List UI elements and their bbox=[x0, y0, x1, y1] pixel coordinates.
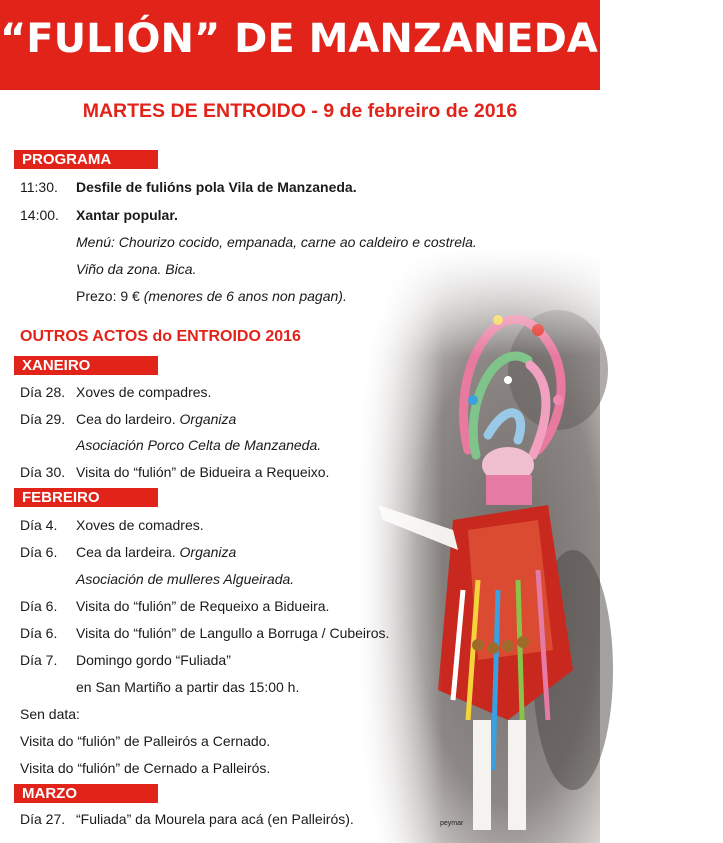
event-day: Día 4. bbox=[20, 517, 58, 533]
program-text: Xantar popular. bbox=[76, 207, 178, 223]
event-day: Día 27. bbox=[20, 811, 66, 827]
event-continuation: Asociación de mulleres Algueirada. bbox=[76, 571, 295, 587]
poster-title: “FULIÓN” DE MANZANEDA 2016 bbox=[0, 16, 723, 62]
event-text: “Fuliada” da Mourela para acá (en Palleirós). bbox=[76, 811, 354, 827]
xaneiro-bar: XANEIRO bbox=[14, 356, 158, 375]
price-label: Prezo: 9 € bbox=[76, 288, 144, 304]
event-text-organiza: Organiza bbox=[179, 544, 237, 560]
event-text bbox=[76, 410, 236, 428]
event-day: Día 6. bbox=[20, 598, 58, 614]
program-item bbox=[20, 178, 357, 196]
event-day: Día 7. bbox=[20, 652, 58, 668]
event-row bbox=[20, 383, 212, 401]
programa-bar: PROGRAMA bbox=[14, 150, 158, 169]
event-continuation: en San Martiño a partir das 15:00 h. bbox=[76, 679, 300, 695]
event-row bbox=[20, 597, 330, 615]
undated-visit: Visita do “fulión” de Cernado a Palleirós. bbox=[20, 760, 271, 776]
event-text: Domingo gordo “Fuliada” bbox=[76, 652, 231, 668]
poster-subtitle: MARTES DE ENTROIDO - 9 de febreiro de 2016 bbox=[82, 100, 518, 122]
event-day: Día 28. bbox=[20, 384, 66, 400]
event-row bbox=[20, 624, 390, 642]
event-text-organiza: Organiza bbox=[179, 411, 237, 427]
event-text-main: Cea da lardeira. bbox=[76, 544, 180, 560]
menu-line: Viño da zona. Bica. bbox=[76, 261, 197, 277]
event-text: Visita do “fulión” de Langullo a Borruga / Cubeiros. bbox=[76, 625, 390, 641]
sen-data-label: Sen data: bbox=[20, 706, 80, 722]
event-day: Día 6. bbox=[20, 625, 58, 641]
event-continuation: Asociación Porco Celta de Manzaneda. bbox=[76, 437, 322, 453]
program-text: Desfile de fulións pola Vila de Manzaneda. bbox=[76, 179, 357, 195]
outros-title: OUTROS ACTOS do ENTROIDO 2016 bbox=[20, 328, 301, 345]
title-banner bbox=[0, 0, 723, 90]
event-row bbox=[20, 651, 231, 669]
event-row bbox=[20, 410, 237, 428]
event-text-main: Cea do lardeiro. bbox=[76, 411, 180, 427]
event-day: Día 30. bbox=[20, 464, 66, 480]
event-row bbox=[20, 810, 354, 828]
price-note: (menores de 6 anos non pagan). bbox=[143, 288, 347, 304]
event-text: Visita do “fulión” de Requeixo a Bidueira. bbox=[76, 598, 330, 614]
fulion-photo bbox=[358, 250, 600, 843]
program-time: 14:00. bbox=[20, 207, 59, 223]
event-day: Día 6. bbox=[20, 544, 58, 560]
price-line bbox=[76, 287, 347, 305]
marzo-bar: MARZO bbox=[14, 784, 158, 803]
program-time: 11:30. bbox=[20, 179, 58, 195]
event-row bbox=[20, 463, 330, 481]
event-text: Visita do “fulión” de Bidueira a Requeixo. bbox=[76, 464, 330, 480]
menu-line: Menú: Chourizo cocido, empanada, carne ao caldeiro e costrela. bbox=[76, 234, 477, 250]
undated-visit: Visita do “fulión” de Palleirós a Cernado. bbox=[20, 733, 271, 749]
event-row bbox=[20, 543, 237, 561]
event-day: Día 29. bbox=[20, 411, 66, 427]
event-row bbox=[20, 516, 204, 534]
event-text: Xoves de comadres. bbox=[76, 517, 204, 533]
event-text: Xoves de compadres. bbox=[76, 384, 212, 400]
program-item bbox=[20, 206, 178, 224]
event-text bbox=[76, 543, 236, 561]
febreiro-bar: FEBREIRO bbox=[14, 488, 158, 507]
photo-credit: peymar bbox=[440, 820, 464, 827]
